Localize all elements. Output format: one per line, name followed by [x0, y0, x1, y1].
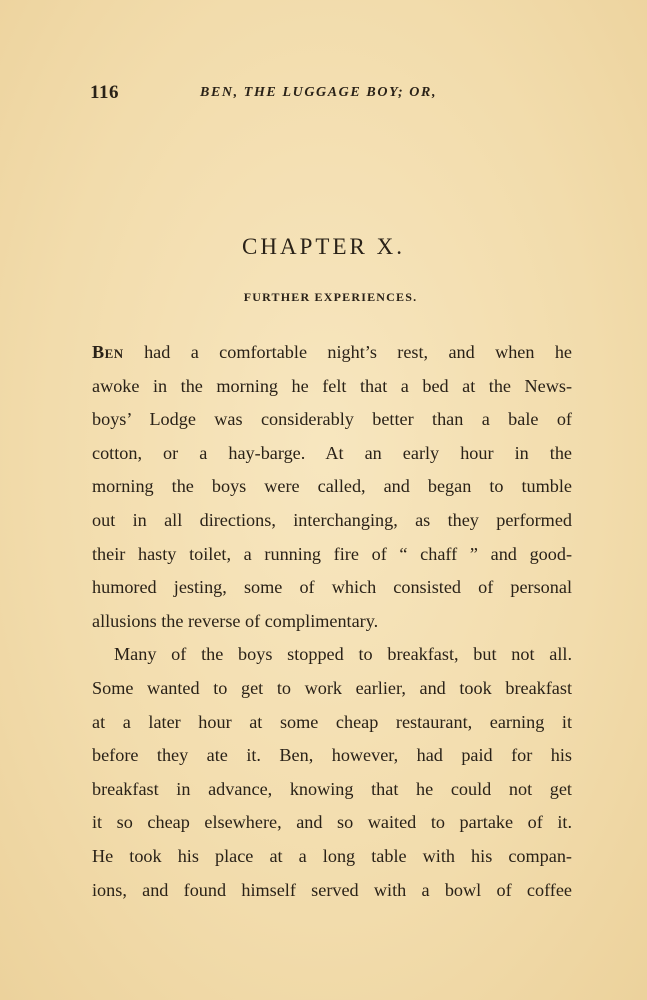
text-line: their hasty toilet, a running fire of “ chaff ” and good-: [92, 543, 572, 564]
page-number: 116: [90, 82, 119, 103]
text-line: before they ate it. Ben, however, had paid for his: [92, 745, 572, 766]
text-line: breakfast in advance, knowing that he could not get: [92, 778, 572, 799]
text-line: ions, and found himself served with a bowl of coffee: [92, 879, 572, 900]
text-line: He took his place at a long table with his compan-: [92, 845, 572, 866]
text-line: boys’ Lodge was considerably better than a bale of: [92, 409, 572, 430]
text-line: morning the boys were called, and began to tumble: [92, 476, 572, 497]
text-line: it so cheap elsewhere, and so waited to partake of it.: [92, 812, 572, 833]
text-line: humored jesting, some of which consisted of personal: [92, 577, 572, 598]
text-line: out in all directions, interchanging, as they performed: [92, 509, 572, 530]
lead-word: Ben: [92, 342, 124, 362]
text-line: Some wanted to get to work earlier, and took breakfast: [92, 677, 572, 698]
text-line: Many of the boys stopped to breakfast, but not all.: [114, 644, 572, 665]
text-line: allusions the reverse of complimentary.: [92, 610, 379, 631]
chapter-title: CHAPTER X.: [242, 234, 405, 259]
text-line: cotton, or a hay-barge. At an early hour in the: [92, 442, 572, 463]
body-text: [92, 336, 572, 907]
chapter-subtitle: FURTHER EXPERIENCES.: [243, 290, 418, 304]
running-title: BEN, THE LUGGAGE BOY; OR,: [200, 85, 438, 100]
running-head: [90, 82, 570, 106]
text-line-rest: had a comfortable night’s rest, and when he: [144, 342, 573, 362]
text-line: at a later hour at some cheap restaurant, earning it: [92, 711, 572, 732]
text-line: awoke in the morning he felt that a bed at the News-: [92, 375, 572, 396]
text-line: [92, 336, 572, 370]
